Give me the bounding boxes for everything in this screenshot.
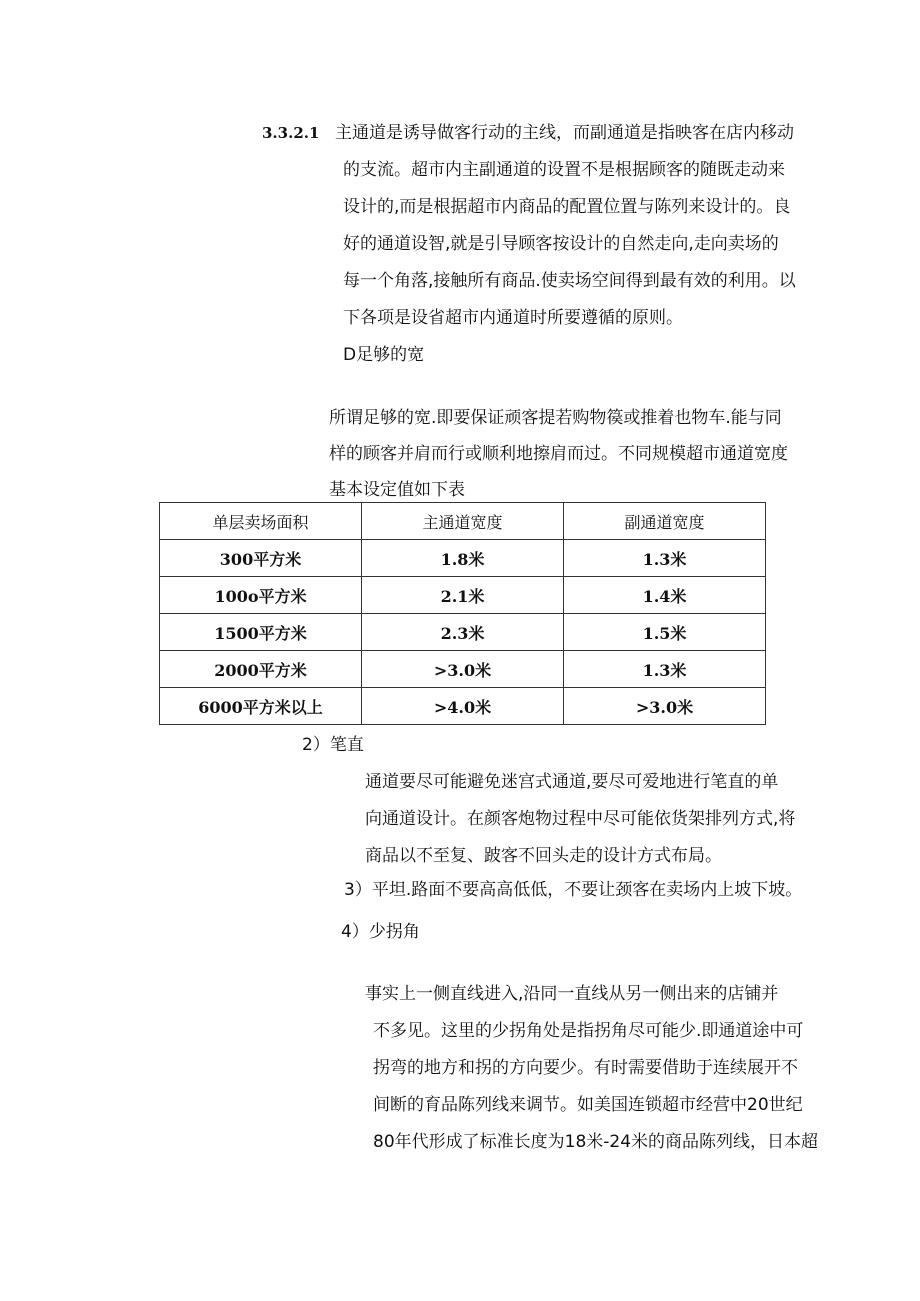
table-cell: >3.0米: [362, 651, 564, 688]
table-cell: 1500平方米: [160, 614, 362, 651]
column-header: 单层卖场面积: [160, 503, 362, 540]
item4-heading: 4）少拐角: [341, 922, 420, 942]
text-line: 事实上一侧直线进入,沿同一直线从另一侧出来的店铺并: [365, 984, 779, 1004]
text-line: 向通道设计。在颜客炮物过程中尽可能依货架排列方式,将: [365, 809, 796, 829]
table-row: [160, 577, 766, 614]
table-cell: >4.0米: [362, 688, 564, 725]
text-line: 通道要尽可能避免迷宫式通道,要尽可爱地进行笔直的单: [365, 772, 779, 792]
text-line: 不多见。这里的少拐角处是指拐角尽可能少.即通道途中可: [373, 1021, 804, 1041]
table-row: [160, 614, 766, 651]
table-cell: 1.3米: [564, 651, 766, 688]
table-cell: 1.8米: [362, 540, 564, 577]
text-line: 所谓足够的宽.即要保证顽客提若购物篌或推着也物车.能与同: [329, 408, 782, 428]
text-line: 主通道是诱导做客行动的主线，而副通道是指映客在店内移动: [335, 123, 794, 143]
table-cell: 1.5米: [564, 614, 766, 651]
section-number: 3.3.2.1: [262, 124, 320, 142]
section-intro: [335, 115, 796, 337]
text-line: 每一个角落,接触所有商品.使卖场空间得到最有效的利用。以: [343, 271, 796, 291]
table-cell: 6000平方米以上: [160, 688, 362, 725]
text-line: 间断的育品陈列线来调节。如美国连锁超市经营中20世纪: [373, 1095, 803, 1115]
text-line: 80年代形成了标准长度为18米-24米的商品陈列线，日本超: [373, 1132, 819, 1152]
table-cell: 1.4米: [564, 577, 766, 614]
table-cell: 100o平方米: [160, 577, 362, 614]
table-header-row: [160, 503, 766, 540]
table-cell: 300平方米: [160, 540, 362, 577]
column-header: 副通道宽度: [564, 503, 766, 540]
text-line: 商品以不至复、跛客不回头走的设计方式布局。: [365, 846, 722, 866]
item2-body: [365, 764, 795, 875]
text-line: 好的通道设智,就是引导顾客按设计的自然走向,走向卖场的: [343, 234, 779, 254]
table-row: [160, 540, 766, 577]
column-header: 主通道宽度: [362, 503, 564, 540]
aisle-width-table: [159, 502, 766, 725]
table-row: [160, 688, 766, 725]
text-line: 拐弯的地方和拐的方向要少。有时需要借助于连续展开不: [373, 1058, 798, 1078]
table-cell: 1.3米: [564, 540, 766, 577]
item3-text: 3）平坦.路面不要高高低低，不要让颈客在卖场内上坡下坡。: [344, 880, 803, 900]
text-line: 下各项是设省超市内通道时所要遵循的原则。: [343, 308, 683, 328]
item4-body: [365, 976, 818, 1161]
table-row: [160, 651, 766, 688]
item2-heading: 2）笔直: [302, 735, 364, 755]
text-line: 设计的,而是根据超市内商品的配置位置与陈列来设计的。良: [343, 197, 791, 217]
text-line: 的支流。超市内主副通道的设置不是根据顾客的随既走动来: [343, 160, 785, 180]
table-cell: >3.0米: [564, 688, 766, 725]
table-cell: 2000平方米: [160, 651, 362, 688]
table-cell: 2.3米: [362, 614, 564, 651]
item1-heading: D足够的宽: [343, 345, 425, 365]
table-cell: 2.1米: [362, 577, 564, 614]
text-line: 样的顾客并肩而行或顺利地擦肩而过。不同规模超市通道宽度: [329, 444, 788, 464]
item1-body: [329, 400, 788, 508]
text-line: 基本设定值如下表: [329, 480, 465, 500]
